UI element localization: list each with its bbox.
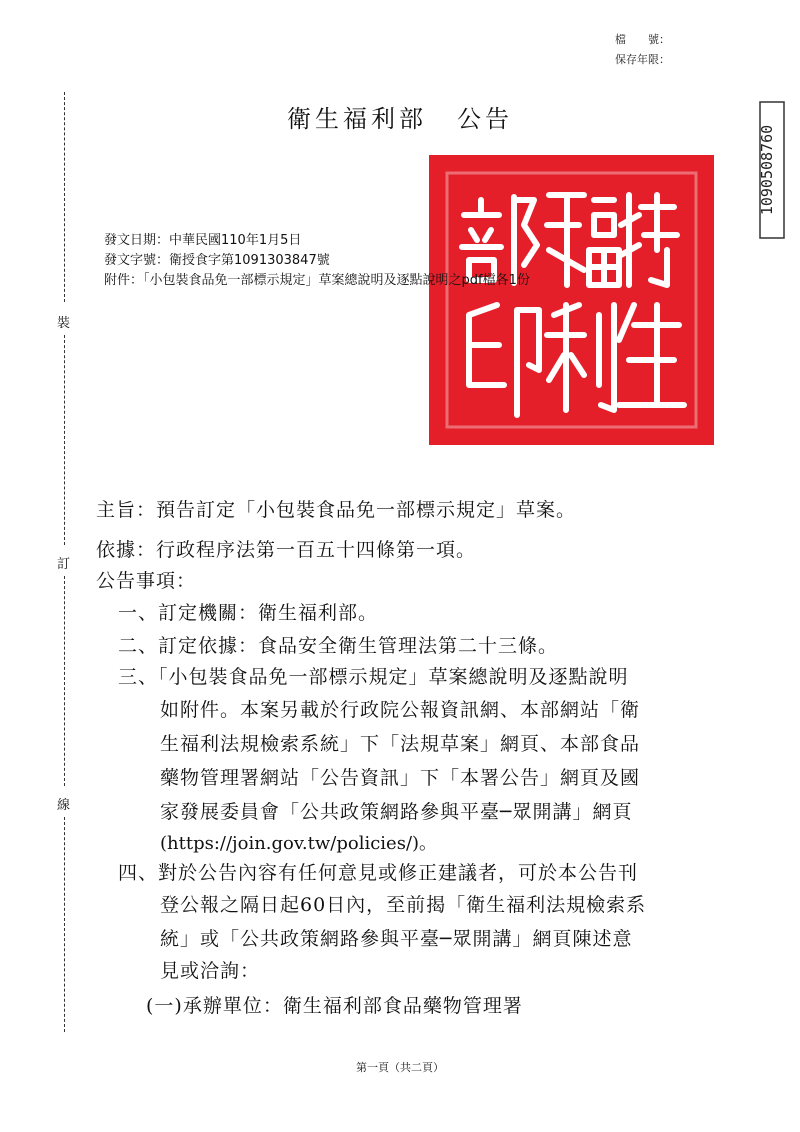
binding-line-mid2 [64,576,65,786]
issue-date: 發文日期：中華民國110年1月5日 [104,233,302,248]
item-1-enacting-agency: 一、訂定機關：衛生福利部。 [118,602,379,624]
retention-period-label: 保存年限： [615,53,670,66]
item-3-line: 家發展委員會「公共政策網路參與平臺─眾開講」網頁 [160,801,633,823]
item-4-line: 統」或「公共政策網路參與平臺─眾開講」網頁陳述意 [160,928,633,950]
page-title [0,99,800,134]
item-4-line: 見或洽詢： [160,960,261,982]
agency-name: 衛生福利部 [287,105,427,133]
official-seal [429,155,714,445]
receipt-number-stamp [758,100,786,240]
seal-glyphs-icon [429,155,714,445]
binding-line-mid1 [64,335,65,545]
file-number-label: 檔 號： [615,33,670,46]
item-4-sub-1-contact-unit: (一)承辦單位：衛生福利部食品藥物管理署 [146,995,523,1017]
policy-url-link[interactable]: (https://join.gov.tw/policies/)。 [160,833,438,854]
binding-line-bottom [64,817,65,1032]
item-3-line: 三、「小包裝食品免一部標示規定」草案總說明及逐點說明 [118,666,629,688]
item-2-legal-basis: 二、訂定依據：食品安全衛生管理法第二十三條。 [118,635,559,657]
document-number: 發文字號：衛授食字第1091303847號 [104,253,330,268]
binding-char-bind: 裝 [57,310,70,333]
item-4-line: 登公報之隔日起60日內，至前揭「衛生福利法規檢索系 [160,894,647,916]
item-4-line: 四、對於公告內容有任何意見或修正建議者，可於本公告刊 [118,862,639,884]
legal-basis-line: 依據：行政程序法第一百五十四條第一項。 [96,539,477,561]
item-3-line: 藥物管理署網站「公告資訊」下「本署公告」網頁及國 [160,767,641,789]
announcement-items-heading: 公告事項： [96,570,197,592]
item-3-line: 生福利法規檢索系統」下「法規草案」網頁、本部食品 [160,733,641,755]
attachment-line: 附件：「小包裝食品免一部標示規定」草案總說明及逐點說明之pdf檔各1份 [104,273,530,288]
binding-char-line: 線 [57,792,70,815]
receipt-number-text: 1090508760 [758,124,776,216]
subject-line: 主旨：預告訂定「小包裝食品免一部標示規定」草案。 [96,499,577,521]
binding-char-staple: 訂 [57,551,70,574]
item-3-line: 如附件。本案另載於行政院公報資訊網、本部網站「衛 [160,699,641,721]
page-number: 第一頁（共二頁） [356,1061,444,1074]
document-type: 公告 [457,105,513,133]
